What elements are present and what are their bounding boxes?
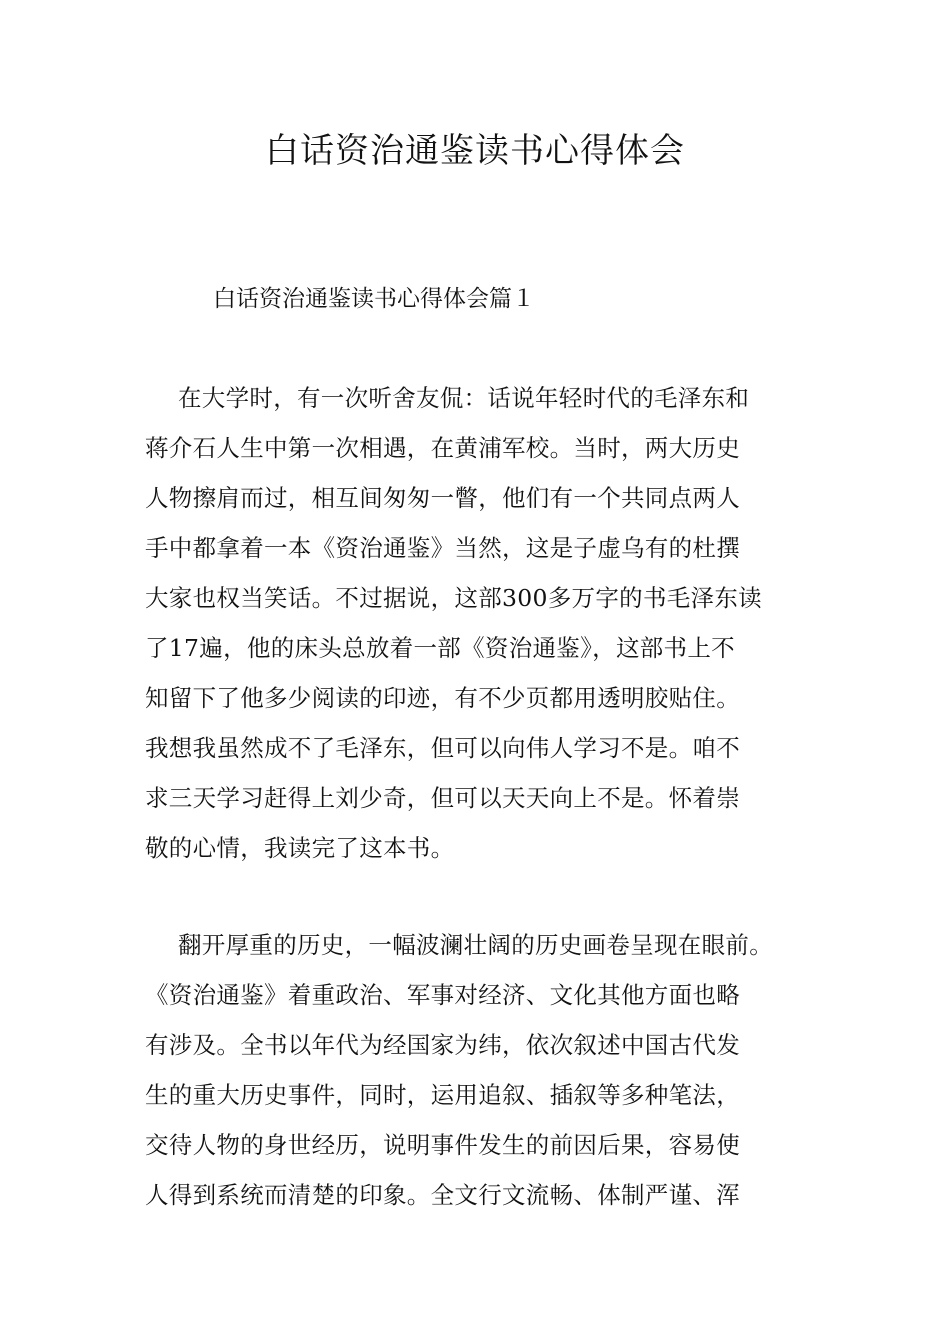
paragraph	[145, 373, 845, 873]
paragraph-line: 《资治通鉴》着重政治、军事对经济、文化其他方面也略	[145, 981, 740, 1009]
paragraph-line: 蒋介石人生中第一次相遇，在黄浦军校。当时，两大历史	[145, 434, 740, 462]
paragraph-line: 手中都拿着一本《资治通鉴》当然，这是子虚乌有的杜撰	[145, 534, 740, 562]
paragraph-line: 求三天学习赶得上刘少奇，但可以天天向上不是。怀着崇	[145, 784, 740, 812]
paragraph-line: 大家也权当笑话。不过据说，这部300多万字的书毛泽东读	[145, 584, 762, 612]
paragraph-line: 翻开厚重的历史，一幅波澜壮阔的历史画卷呈现在眼前。	[178, 931, 773, 959]
paragraph-line: 人物擦肩而过，相互间匆匆一瞥，他们有一个共同点两人	[145, 484, 740, 512]
document-title: 白话资治通鉴读书心得体会	[265, 131, 685, 171]
paragraph-line: 生的重大历史事件，同时，运用追叙、插叙等多种笔法，	[145, 1081, 740, 1109]
section-heading: 白话资治通鉴读书心得体会篇１	[213, 286, 535, 312]
paragraph-line: 交待人物的身世经历，说明事件发生的前因后果，容易使	[145, 1131, 740, 1159]
paragraph-line: 了17遍，他的床头总放着一部《资治通鉴》，这部书上不	[145, 634, 735, 662]
paragraph-line: 有涉及。全书以年代为经国家为纬，依次叙述中国古代发	[145, 1031, 740, 1059]
paragraph-line: 在大学时，有一次听舍友侃：话说年轻时代的毛泽东和	[178, 384, 750, 412]
paragraph-line: 人得到系统而清楚的印象。全文行文流畅、体制严谨、浑	[145, 1181, 740, 1209]
paragraph-line: 知留下了他多少阅读的印迹，有不少页都用透明胶贴住。	[145, 684, 740, 712]
paragraph-line: 敬的心情，我读完了这本书。	[145, 834, 455, 862]
paragraph	[145, 920, 845, 1220]
paragraph-line: 我想我虽然成不了毛泽东，但可以向伟人学习不是。咱不	[145, 734, 740, 762]
